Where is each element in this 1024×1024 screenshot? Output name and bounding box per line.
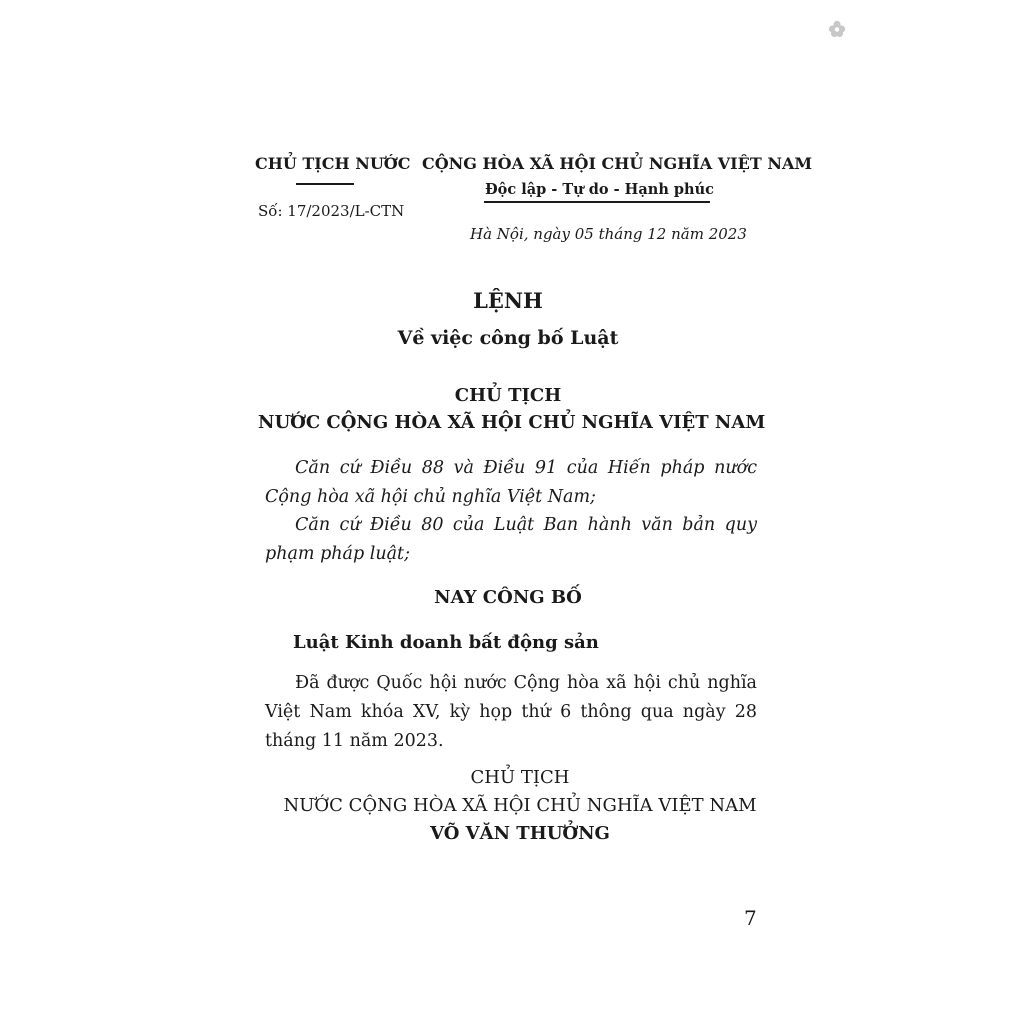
national-motto: Độc lập - Tự do - Hạnh phúc xyxy=(485,181,714,198)
legal-basis-paragraph: Căn cứ Điều 80 của Luật Ban hành văn bản quy phạm pháp luật; xyxy=(265,515,757,564)
place-date: Hà Nội, ngày 05 tháng 12 năm 2023 xyxy=(470,225,747,243)
document-number: Số: 17/2023/L-CTN xyxy=(258,202,405,220)
motto-underline xyxy=(484,201,710,203)
promulgation-heading: NAY CÔNG BỐ xyxy=(434,587,582,608)
signature-nation: NƯỚC CỘNG HÒA XÃ HỘI CHỦ NGHĨA VIỆT NAM xyxy=(283,795,757,816)
page-number: 7 xyxy=(744,906,757,930)
order-subject: Về việc công bố Luật xyxy=(397,327,619,349)
signature-title: CHỦ TỊCH xyxy=(470,767,570,788)
signatory-name: VÕ VĂN THƯỞNG xyxy=(430,823,610,844)
flower-icon xyxy=(828,20,846,38)
president-nation: NƯỚC CỘNG HÒA XÃ HỘI CHỦ NGHĨA VIỆT NAM xyxy=(258,412,766,433)
passage-paragraph: Đã được Quốc hội nước Cộng hòa xã hội chủ nghĩa Việt Nam khóa XV, kỳ họp thứ 6 thông qua ngày 28 tháng 11 năm 2023. xyxy=(265,673,757,751)
issuer-name: CHỦ TỊCH NƯỚC xyxy=(255,154,411,173)
law-name: Luật Kinh doanh bất động sản xyxy=(293,632,599,653)
issuer-underline xyxy=(296,183,354,185)
president-title: CHỦ TỊCH xyxy=(454,385,562,406)
order-title: LỆNH xyxy=(473,288,543,313)
legal-basis-paragraph: Căn cứ Điều 88 và Điều 91 của Hiến pháp nước Cộng hòa xã hội chủ nghĩa Việt Nam; xyxy=(265,458,757,507)
national-title: CỘNG HÒA XÃ HỘI CHỦ NGHĨA VIỆT NAM xyxy=(422,154,813,173)
